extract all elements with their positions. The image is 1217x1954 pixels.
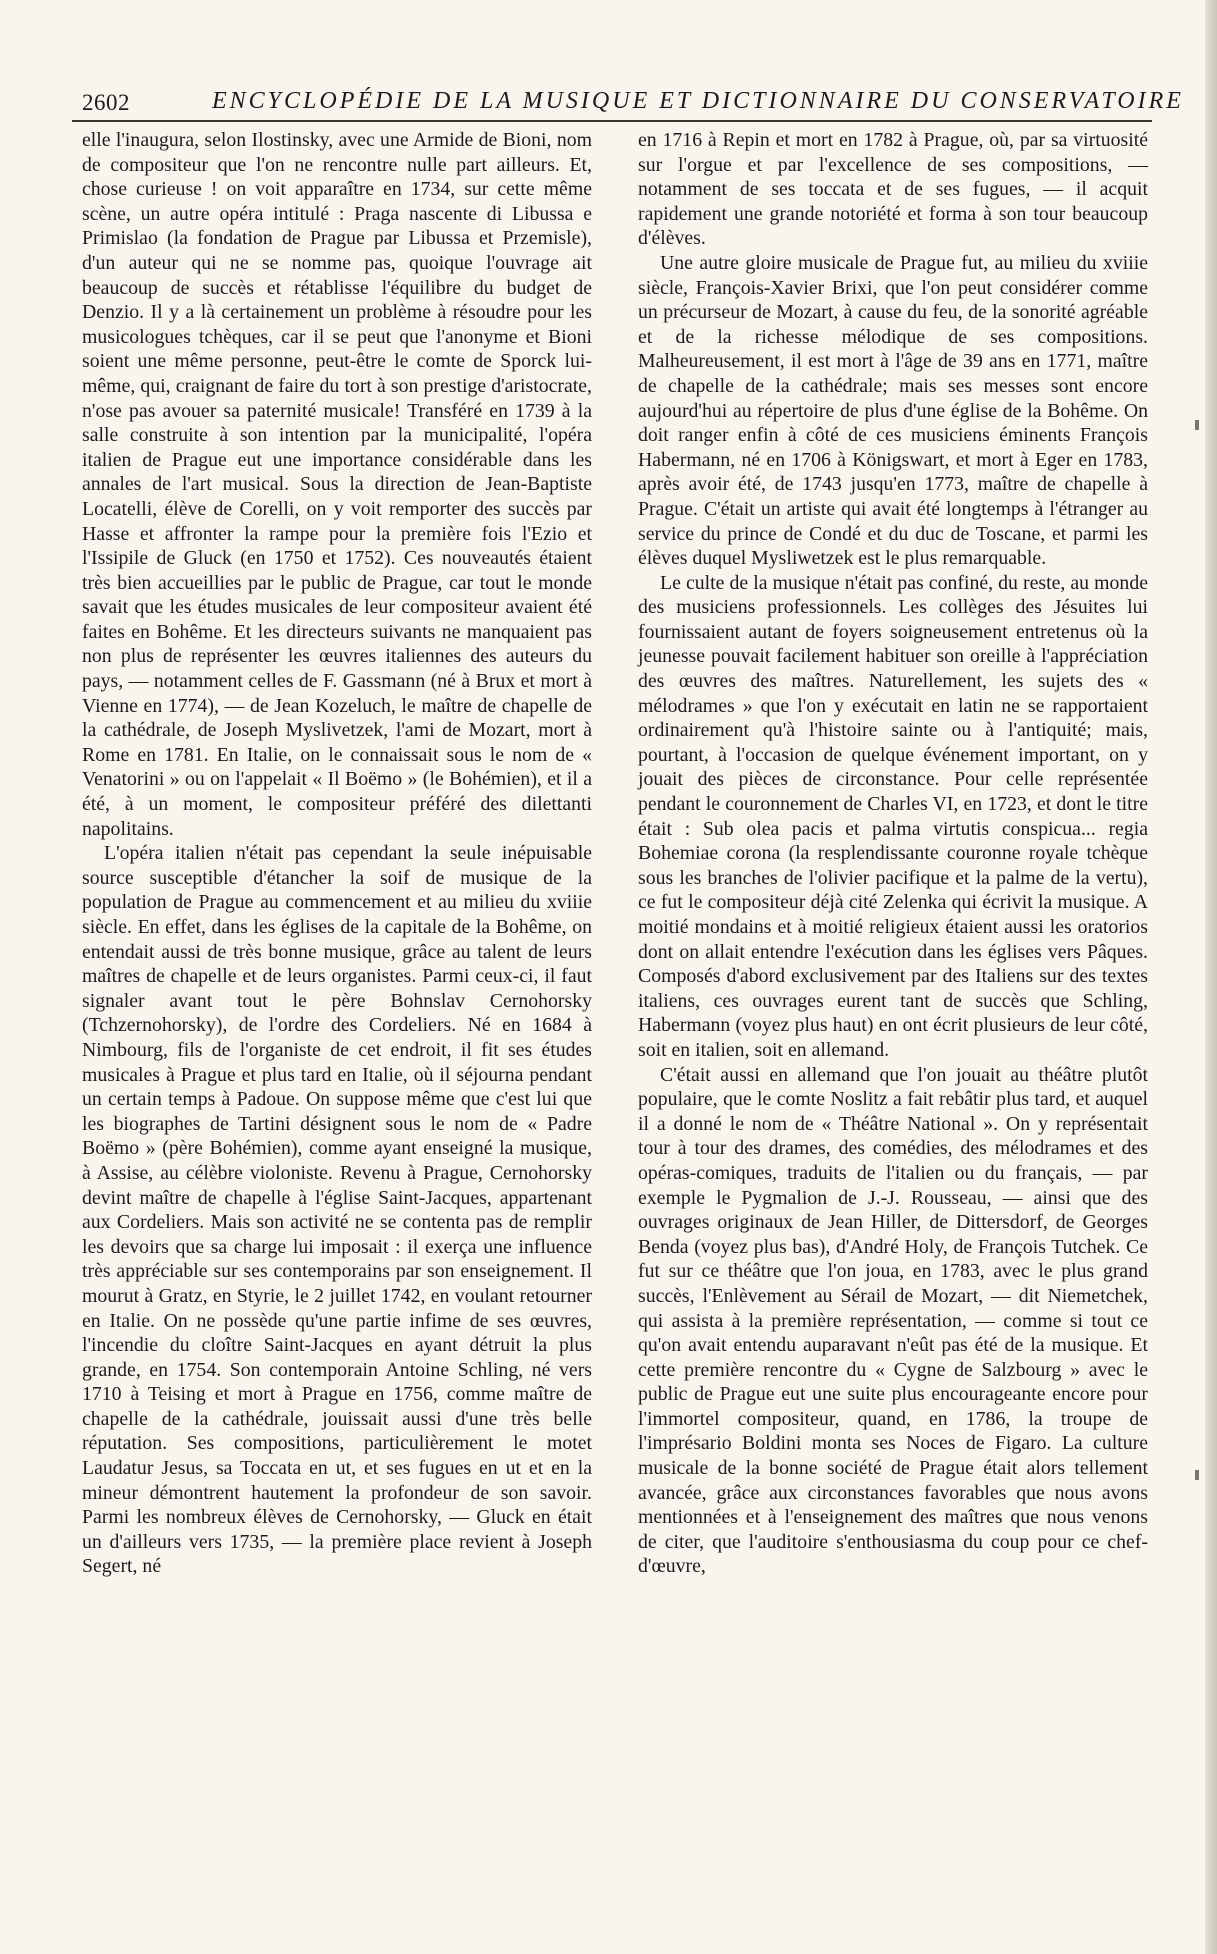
right-paragraph-1: en 1716 à Repin et mort en 1782 à Prague, où, par sa virtuosité sur l'orgue et par l'excellence de ses compositions, — notamment de ses toccata et de ses fugues, — il acquit rapidement une grande notoriété et forma à son tour beaucoup d'élèves. bbox=[638, 129, 1148, 250]
page-header bbox=[72, 88, 1184, 122]
right-paragraph-4: C'était aussi en allemand que l'on jouait au théâtre plutôt populaire, que le comte Noslitz a fait rebâtir plus tard, et auquel il a donné le nom de « Théâtre National ». On y représentait tour à tour des drames, des comédies, des mélodrames et des opéras-comiques, traduits de l'italien ou du français, — par exemple le Pygmalion de J.-J. Rousseau, — ainsi que des ouvrages originaux de Jean Hiller, de Dittersdorf, de Georges Benda (voyez plus bas), d'André Holy, de François Tutchek. Ce fut sur ce théâtre que l'on joua, en 1783, avec le plus grand succès, l'Enlèvement au Sérail de Mozart, — dit Niemetchek, qui assista à la première représentation, — comme si tout ce qu'on avait entendu auparavant n'eût pas été de la musique. Et cette première rencontre du « Cygne de Salzbourg » avec le public de Prague eut une suite plus encourageante encore pour l'immortel compositeur, quand, en 1786, la troupe de l'imprésario Boldini monta ses Noces de Figaro. La culture musicale de la bonne société de Prague était alors tellement avancée, grâce aux circonstances favorables que nous avons mentionnées et à l'enseignement des maîtres que nous venons de citer, que l'auditoire s'enthousiasma du coup pour ce chef-d'œuvre, bbox=[638, 1063, 1148, 1578]
left-column bbox=[82, 128, 592, 1579]
page-edge-shadow bbox=[1205, 0, 1217, 1954]
right-paragraph-3: Le culte de la musique n'était pas confiné, du reste, au monde des musiciens professionnels. Les collèges des Jésuites lui fournissaient autant de foyers soigneusement entretenus où la jeunesse pouvait facilement habituer son oreille à l'appréciation des œuvres des maîtres. Naturellement, les sujets des « mélodrames » que l'on y exécutait en latin ne se rapportaient ordinairement qu'à l'histoire sainte ou à l'antiquité; mais, pourtant, à l'occasion de quelque événement important, on y jouait des pièces de circonstance. Pour celle représentée pendant le couronnement de Charles VI, en 1723, et dont le titre était : Sub olea pacis et palma virtutis conspicua... regia Bohemiae corona (la resplendissante couronne royale tchèque sous les branches de l'olivier pacifique et la palme de la vertu), ce fut le compositeur déjà cité Zelenka qui écrivit la musique. A moitié mondains et à moitié religieux étaient aussi les oratorios dont on allait entendre l'exécution dans les églises vers Pâques. Composés d'abord exclusivement par des Italiens sur des textes italiens, ces ouvrages eurent tant de succès que Schling, Habermann (voyez plus haut) en ont écrit plusieurs de leur côté, soit en italien, soit en allemand. bbox=[638, 571, 1148, 1061]
left-paragraph-2: L'opéra italien n'était pas cependant la seule inépuisable source susceptible d'étancher la soif de musique de la population de Prague au commencement et au milieu du xviiie siècle. En effet, dans les églises de la capitale de la Bohême, on entendait aussi de très bonne musique, grâce au talent de leurs maîtres de chapelle et de leurs organistes. Parmi ceux-ci, il faut signaler avant tout le père Bohnslav Cernohorsky (Tchzernohorsky), de l'ordre des Cordeliers. Né en 1684 à Nimbourg, fils de l'organiste de cet endroit, il fit ses études musicales à Prague et plus tard en Italie, où il séjourna pendant un certain temps à Padoue. On suppose même que c'est lui que les biographes de Tartini désignent sous le nom de « Padre Boëmo » (père Bohémien), comme ayant enseigné la musique, à Assise, au célèbre violoniste. Revenu à Prague, Cernohorsky devint maître de chapelle à l'église Saint-Jacques, appartenant aux Cordeliers. Mais son activité ne se contenta pas de remplir les devoirs que sa charge lui imposait : il exerça une influence très appréciable sur ses contemporains par son enseignement. Il mourut à Gratz, en Styrie, le 2 juillet 1742, en voulant retourner en Italie. On ne possède qu'une partie infime de ses œuvres, l'incendie du cloître Saint-Jacques en ayant détruit la plus grande, en 1754. Son contemporain Antoine Schling, né vers 1710 à Teising et mort à Prague en 1756, comme maître de chapelle de la cathédrale, jouissait aussi d'une très belle réputation. Ses compositions, particulièrement le motet Laudatur Jesus, sa Toccata en ut, et ses fugues en ut et en la mineur démontrent hautement la profondeur de son savoir. Parmi les nombreux élèves de Cernohorsky, — Gluck en était un d'ailleurs vers 1735, — la première place revient à Joseph Segert, né bbox=[82, 842, 592, 1578]
running-title: ENCYCLOPÉDIE DE LA MUSIQUE ET DICTIONNAIRE DU CONSERVATOIRE bbox=[212, 88, 1184, 114]
edge-mark bbox=[1195, 1470, 1199, 1480]
page-number: 2602 bbox=[82, 90, 130, 115]
right-column bbox=[638, 128, 1148, 1579]
left-paragraph-1: elle l'inaugura, selon Ilostinsky, avec une Armide de Bioni, nom de compositeur que l'on ne rencontre nulle part ailleurs. Et, chose curieuse ! on voit apparaître en 1734, sur cette même scène, un autre opéra intitulé : Praga nascente di Libussa e Primislao (la fondation de Prague par Libussa et Przemisle), d'un auteur qui ne se nomme pas, quoique l'ouvrage ait beaucoup de succès et rétablisse l'équilibre du budget de Denzio. Il y a là certainement un problème à résoudre pour les musicologues tchèques, car il se peut que l'anonyme et Bioni soient une même personne, peut-être le comte de Sporck lui-même, qui, craignant de faire du tort à son prestige d'aristocrate, n'ose pas avouer sa paternité musicale! Transféré en 1739 à la salle construite à son intention par la municipalité, l'opéra italien de Prague eut une importance considérable dans les annales de l'art musical. Sous la direction de Jean-Baptiste Locatelli, élève de Corelli, on y voit remporter des succès par Hasse et affronter la rampe pour la première fois l'Ezio et l'Issipile de Gluck (en 1750 et 1752). Ces nouveautés étaient très bien accueillies par le public de Prague, car tout le monde savait que les études musicales de leur compositeur avaient été faites en Bohême. Et les directeurs suivants ne manquaient pas non plus de représenter les œuvres italiennes des auteurs du pays, — notamment celles de F. Gassmann (né à Brux et mort à Vienne en 1774), — de Jean Kozeluch, le maître de chapelle de la cathédrale, de Joseph Myslivetzek, l'ami de Mozart, mort à Rome en 1781. En Italie, on le connaissait sous le nom de « Venatorini » ou on l'appelait « Il Boëmo » (le Bohémien), et il a été, à un moment, le compositeur préféré des dilettanti napolitains. bbox=[82, 129, 592, 840]
right-paragraph-2: Une autre gloire musicale de Prague fut, au milieu du xviiie siècle, François-Xavier Brixi, que l'on peut considérer comme un précurseur de Mozart, à cause du feu, de la sonorité agréable et de la richesse mélodique de ses compositions. Malheureusement, il est mort à l'âge de 39 ans en 1771, maître de chapelle de la cathédrale; mais ses messes sont encore aujourd'hui au répertoire de plus d'une église de la Bohême. On doit ranger enfin à côté de ces musiciens éminents François Habermann, né en 1706 à Königswart, et mort à Eger en 1783, après avoir été, de 1743 jusqu'en 1773, maître de chapelle à Prague. C'était un artiste qui avait été longtemps à l'étranger au service du prince de Condé et du duc de Toscane, et parmi les élèves duquel Mysliwetzek est le plus remarquable. bbox=[638, 251, 1148, 570]
edge-mark bbox=[1195, 420, 1199, 430]
